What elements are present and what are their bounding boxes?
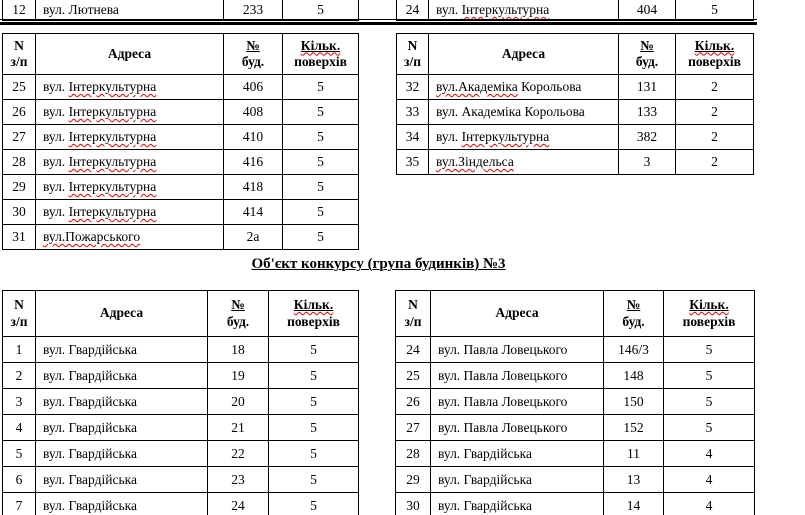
floors-cell: 5 (664, 363, 755, 389)
header-line2: поверхів (294, 54, 347, 69)
header-line1 (619, 38, 675, 54)
table-row (396, 337, 755, 363)
address-text: вул. Павла Ловецького (438, 393, 568, 409)
building-number-cell: 19 (208, 363, 269, 389)
address-cell (36, 337, 208, 363)
row-number-cell: 6 (3, 467, 36, 493)
floors-cell: 5 (676, 0, 754, 20)
address-table (396, 0, 754, 21)
table-row (396, 467, 755, 493)
buildings-table-lower-left-region (2, 290, 359, 515)
table-row (397, 75, 754, 100)
row-number-cell: 29 (3, 175, 36, 200)
row-number-cell: 5 (3, 441, 36, 467)
header-address-cell: Адреса (36, 291, 208, 337)
address-cell (429, 150, 619, 175)
address-text: вул. Павла Ловецького (438, 419, 568, 435)
building-number-cell: 23 (208, 467, 269, 493)
floors-cell: 5 (283, 125, 359, 150)
header-line1 (283, 38, 358, 54)
header-line1 (224, 38, 282, 54)
row-number-cell: 27 (396, 415, 431, 441)
header-building-cell (208, 291, 269, 337)
header-building-cell (604, 291, 664, 337)
floors-cell: 5 (269, 415, 359, 441)
misspelled-text: Кільк. (694, 37, 735, 53)
address-cell (36, 493, 208, 515)
table-row (396, 389, 755, 415)
header-num-cell (3, 291, 36, 337)
building-number-cell: 21 (208, 415, 269, 441)
misspelled-text: Кільк. (293, 297, 334, 313)
row-number-cell: 3 (3, 389, 36, 415)
building-number-cell: 11 (604, 441, 664, 467)
address-cell (36, 363, 208, 389)
floors-cell: 5 (283, 175, 359, 200)
table-row (3, 493, 359, 515)
address-cell (431, 441, 604, 467)
underlined-text: № (246, 37, 260, 53)
row-number-cell: 35 (397, 150, 429, 175)
table-body (3, 337, 359, 515)
row-number-cell: 31 (3, 225, 36, 250)
table-row (3, 441, 359, 467)
address-text: вул. Гвардійська (43, 471, 137, 487)
address-text: вул. Лютнева (43, 1, 119, 17)
misspelled-text: Інтеркультурна (461, 129, 550, 144)
underlined-text: № (231, 297, 245, 313)
building-number-cell: 233 (224, 0, 283, 20)
header-line1: N (14, 297, 24, 313)
building-number-cell: 146/3 (604, 337, 664, 363)
floors-cell: 5 (269, 441, 359, 467)
table-header (3, 291, 359, 337)
floors-cell: 5 (283, 150, 359, 175)
misspelled-text: вул.Зіндельса (436, 154, 514, 169)
row-number-cell: 24 (396, 337, 431, 363)
row-number-cell: 27 (3, 125, 36, 150)
header-line1: N (408, 297, 418, 313)
buildings-table-upper-right-region (396, 33, 754, 175)
header-row (397, 34, 754, 75)
floors-cell: 5 (283, 75, 359, 100)
table-row (397, 150, 754, 175)
building-number-cell: 22 (208, 441, 269, 467)
table-row (396, 363, 755, 389)
header-row (3, 291, 359, 337)
table-row (397, 125, 754, 150)
address-text: вул. (43, 129, 69, 144)
floors-cell: 5 (664, 415, 755, 441)
floors-cell: 5 (269, 467, 359, 493)
header-floors-cell (269, 291, 359, 337)
header-line2: буд. (226, 313, 250, 329)
misspelled-text: Інтеркультурна (461, 1, 550, 17)
address-text: вул. (43, 154, 69, 169)
misspelled-text: Кільк. (300, 37, 341, 53)
building-number-cell: 150 (604, 389, 664, 415)
address-cell (36, 467, 208, 493)
section-divider-thick-rule (0, 22, 757, 25)
building-number-cell: 18 (208, 337, 269, 363)
address-text: Корольова (517, 79, 582, 94)
header-floors-cell (664, 291, 755, 337)
table-continuation-right-region (396, 0, 754, 21)
table-body (397, 75, 754, 175)
header-line1 (604, 297, 663, 313)
address-text: вул. (43, 79, 69, 94)
row-number-cell: 29 (396, 467, 431, 493)
floors-cell: 5 (269, 363, 359, 389)
underlined-text (695, 38, 734, 53)
row-number-cell: 12 (3, 0, 36, 20)
address-text: вул. (43, 179, 69, 194)
header-address-cell: Адреса (431, 291, 604, 337)
address-cell (429, 75, 619, 100)
misspelled-text: Кільк. (689, 297, 729, 313)
address-table (2, 0, 359, 21)
underlined-text: № (626, 297, 641, 313)
header-line2: поверхів (688, 54, 741, 69)
buildings-table-lower-right-region (395, 290, 755, 515)
address-text: вул. (43, 204, 69, 219)
row-number-cell: 34 (397, 125, 429, 150)
row-number-cell: 33 (397, 100, 429, 125)
row-number-cell: 26 (3, 100, 36, 125)
row-number-cell: 30 (3, 200, 36, 225)
table-row (3, 225, 359, 250)
floors-cell: 5 (283, 0, 359, 20)
row-number-cell: 4 (3, 415, 36, 441)
header-line1 (269, 297, 358, 313)
floors-cell: 5 (269, 337, 359, 363)
table-row (3, 125, 359, 150)
header-line2: буд. (635, 54, 659, 69)
address-cell (36, 75, 224, 100)
misspelled-text: Інтеркультурна (68, 104, 157, 119)
address-cell (431, 493, 604, 515)
building-number-cell: 13 (604, 467, 664, 493)
address-text: вул. Гвардійська (438, 445, 532, 461)
table-row (396, 441, 755, 467)
header-line1 (676, 38, 753, 54)
floors-cell: 4 (664, 467, 755, 493)
header-line1 (208, 297, 268, 313)
header-address-cell: Адреса (36, 34, 224, 75)
address-text: вул. (436, 129, 462, 144)
address-cell (429, 0, 619, 20)
header-line2: з/п (10, 54, 28, 69)
floors-cell: 5 (283, 225, 359, 250)
table-header (396, 291, 755, 337)
row-number-cell: 30 (396, 493, 431, 515)
row-number-cell: 28 (396, 441, 431, 467)
floors-cell: 4 (664, 493, 755, 515)
row-number-cell: 1 (3, 337, 36, 363)
building-number-cell: 3 (619, 150, 676, 175)
row-number-cell: 7 (3, 493, 36, 515)
building-number-cell: 382 (619, 125, 676, 150)
table-row (3, 100, 359, 125)
misspelled-text: Інтеркультурна (68, 129, 157, 144)
address-cell (36, 100, 224, 125)
table-body (3, 75, 359, 250)
table-row (3, 337, 359, 363)
table-row (396, 493, 755, 515)
address-text: вул. Павла Ловецького (438, 367, 568, 383)
address-cell (431, 467, 604, 493)
header-line2: з/п (404, 54, 421, 69)
address-text: вул. (436, 1, 462, 17)
table-row (3, 200, 359, 225)
address-cell (36, 175, 224, 200)
row-number-cell: 32 (397, 75, 429, 100)
address-table (2, 290, 359, 515)
table-header (3, 34, 359, 75)
floors-cell: 2 (676, 100, 754, 125)
table-row (3, 467, 359, 493)
table-row (396, 415, 755, 441)
building-number-cell: 2а (224, 225, 283, 250)
address-text: вул. (43, 104, 69, 119)
floors-cell: 5 (283, 100, 359, 125)
table-row (3, 0, 359, 20)
address-cell (429, 100, 619, 125)
header-line1: N (407, 37, 418, 53)
table-row (3, 75, 359, 100)
building-number-cell: 148 (604, 363, 664, 389)
misspelled-text: вул.Академіка (436, 79, 518, 94)
table-header (397, 34, 754, 75)
misspelled-text: Інтеркультурна (68, 179, 157, 194)
misspelled-text: Інтеркультурна (68, 79, 157, 94)
floors-cell: 5 (283, 200, 359, 225)
header-num-cell (396, 291, 431, 337)
building-number-cell: 152 (604, 415, 664, 441)
address-text: вул. Гвардійська (43, 445, 137, 461)
underlined-text (301, 38, 340, 53)
header-floors-cell (676, 34, 754, 75)
address-cell (36, 441, 208, 467)
building-number-cell: 406 (224, 75, 283, 100)
building-number-cell: 404 (619, 0, 676, 20)
floors-cell: 5 (269, 389, 359, 415)
row-number-cell: 2 (3, 363, 36, 389)
address-cell (429, 125, 619, 150)
address-table (2, 33, 359, 250)
floors-cell: 2 (676, 125, 754, 150)
floors-cell: 5 (269, 493, 359, 515)
table-row (3, 415, 359, 441)
row-number-cell: 24 (397, 0, 429, 20)
header-line2: поверхів (287, 313, 340, 329)
address-cell (36, 415, 208, 441)
floors-cell: 2 (676, 150, 754, 175)
header-building-cell (224, 34, 283, 75)
header-building-cell (619, 34, 676, 75)
address-cell (36, 0, 224, 20)
table-row (3, 363, 359, 389)
floors-cell: 5 (664, 337, 755, 363)
address-text: вул. Гвардійська (438, 497, 532, 513)
building-number-cell: 20 (208, 389, 269, 415)
building-number-cell: 131 (619, 75, 676, 100)
floors-cell: 5 (664, 389, 755, 415)
building-number-cell: 414 (224, 200, 283, 225)
address-text: вул. Академіка Корольова (436, 104, 585, 119)
address-text: вул. Павла Ловецького (438, 341, 568, 357)
misspelled-text: Інтеркультурна (68, 204, 157, 219)
section-divider-thin-rule (0, 19, 757, 20)
address-cell (36, 200, 224, 225)
address-text: вул. Гвардійська (43, 497, 137, 513)
address-text: вул. Гвардійська (438, 471, 532, 487)
header-floors-cell (283, 34, 359, 75)
misspelled-text: вул.Пожарського (43, 229, 141, 244)
table-body (397, 0, 754, 20)
section-title (0, 256, 757, 273)
header-num-cell (397, 34, 429, 75)
address-cell (36, 389, 208, 415)
address-cell (36, 125, 224, 150)
address-text: вул. Гвардійська (43, 419, 137, 435)
row-number-cell: 25 (3, 75, 36, 100)
address-cell (431, 337, 604, 363)
floors-cell: 2 (676, 75, 754, 100)
table-row (397, 0, 754, 20)
address-cell (431, 363, 604, 389)
address-table (396, 33, 754, 175)
header-line2: з/п (10, 313, 28, 329)
building-number-cell: 133 (619, 100, 676, 125)
table-row (3, 150, 359, 175)
table-row (3, 389, 359, 415)
address-text: вул. Гвардійська (43, 367, 137, 383)
address-cell (431, 415, 604, 441)
address-table (395, 290, 755, 515)
address-cell (36, 225, 224, 250)
address-cell (36, 150, 224, 175)
address-cell (431, 389, 604, 415)
building-number-cell: 418 (224, 175, 283, 200)
table-body (3, 0, 359, 20)
section-title-text: Об'єкт конкурсу (група будинків) №3 (251, 256, 506, 272)
address-text: вул. Гвардійська (43, 393, 137, 409)
table-row (397, 100, 754, 125)
underlined-text: № (640, 37, 654, 53)
header-line2: буд. (241, 54, 265, 69)
header-row (396, 291, 755, 337)
address-text: вул. Гвардійська (43, 341, 137, 357)
buildings-table-upper-left-region (2, 33, 359, 250)
header-line2: з/п (404, 313, 422, 329)
header-line1 (664, 297, 754, 313)
header-num-cell (3, 34, 36, 75)
building-number-cell: 14 (604, 493, 664, 515)
header-line1: N (14, 37, 24, 53)
header-address-cell: Адреса (429, 34, 619, 75)
underlined-text (689, 297, 728, 312)
table-continuation-left-region (2, 0, 359, 21)
row-number-cell: 28 (3, 150, 36, 175)
underlined-text (294, 297, 333, 312)
floors-cell: 4 (664, 441, 755, 467)
header-line2: поверхів (682, 313, 736, 329)
row-number-cell: 25 (396, 363, 431, 389)
table-body (396, 337, 755, 515)
table-row (3, 175, 359, 200)
building-number-cell: 410 (224, 125, 283, 150)
building-number-cell: 408 (224, 100, 283, 125)
building-number-cell: 416 (224, 150, 283, 175)
row-number-cell: 26 (396, 389, 431, 415)
building-number-cell: 24 (208, 493, 269, 515)
header-line2: буд. (622, 313, 645, 329)
misspelled-text: Інтеркультурна (68, 154, 157, 169)
header-row (3, 34, 359, 75)
